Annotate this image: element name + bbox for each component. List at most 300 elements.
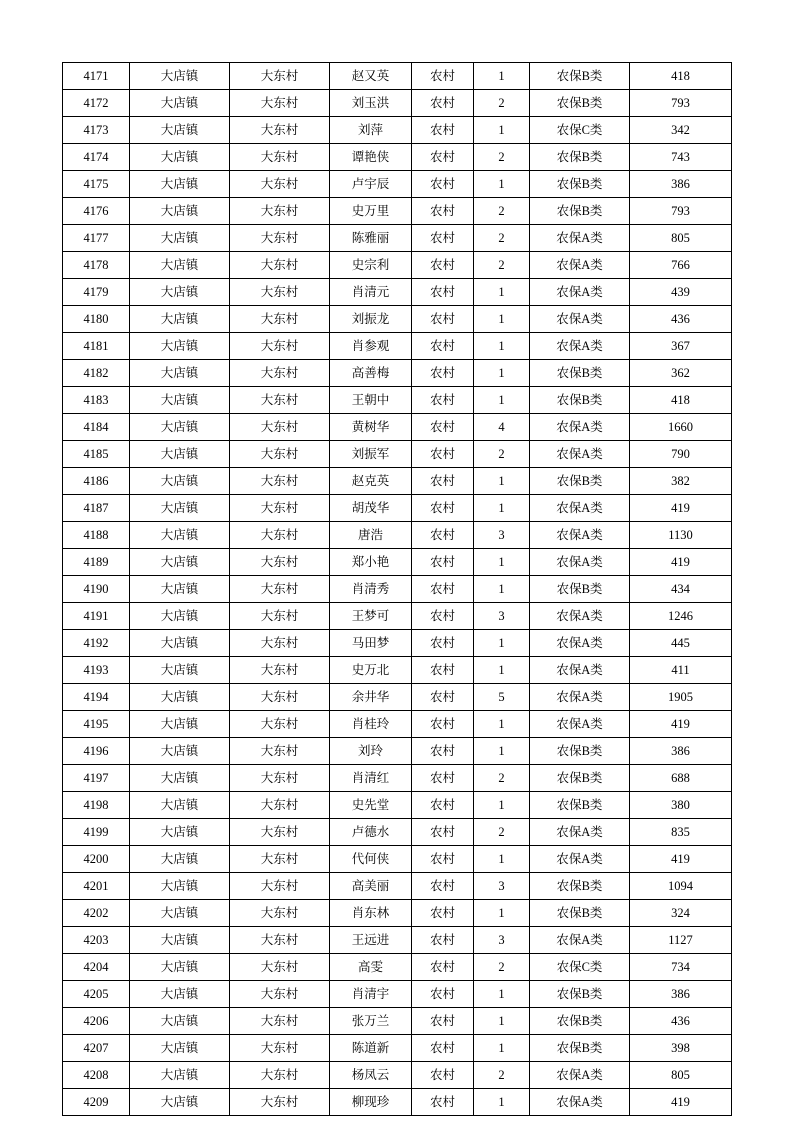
- cell-amount: 445: [630, 630, 732, 657]
- table-row: [63, 738, 732, 765]
- cell-name: 卢宇辰: [330, 171, 412, 198]
- cell-amount: 790: [630, 441, 732, 468]
- cell-id: 4184: [63, 414, 130, 441]
- cell-id: 4180: [63, 306, 130, 333]
- cell-name: 代何侠: [330, 846, 412, 873]
- cell-count: 1: [474, 1008, 530, 1035]
- cell-count: 2: [474, 954, 530, 981]
- cell-id: 4192: [63, 630, 130, 657]
- cell-village: 大东村: [230, 765, 330, 792]
- cell-town: 大店镇: [130, 468, 230, 495]
- table-row: [63, 468, 732, 495]
- cell-id: 4194: [63, 684, 130, 711]
- cell-category: 农保B类: [530, 981, 630, 1008]
- table-row: [63, 684, 732, 711]
- cell-count: 1: [474, 846, 530, 873]
- cell-id: 4207: [63, 1035, 130, 1062]
- cell-name: 黄树华: [330, 414, 412, 441]
- cell-town: 大店镇: [130, 144, 230, 171]
- table-row: [63, 90, 732, 117]
- cell-village: 大东村: [230, 144, 330, 171]
- table-row: [63, 657, 732, 684]
- cell-category: 农保A类: [530, 549, 630, 576]
- cell-name: 史先堂: [330, 792, 412, 819]
- cell-amount: 743: [630, 144, 732, 171]
- cell-name: 肖清宇: [330, 981, 412, 1008]
- cell-household-type: 农村: [412, 1008, 474, 1035]
- cell-id: 4179: [63, 279, 130, 306]
- cell-village: 大东村: [230, 846, 330, 873]
- cell-category: 农保B类: [530, 1008, 630, 1035]
- cell-category: 农保A类: [530, 1062, 630, 1089]
- cell-category: 农保B类: [530, 765, 630, 792]
- table-row: [63, 333, 732, 360]
- cell-town: 大店镇: [130, 171, 230, 198]
- cell-amount: 439: [630, 279, 732, 306]
- table-row: [63, 225, 732, 252]
- cell-amount: 734: [630, 954, 732, 981]
- cell-count: 1: [474, 63, 530, 90]
- table-row: [63, 873, 732, 900]
- cell-town: 大店镇: [130, 306, 230, 333]
- cell-category: 农保A类: [530, 630, 630, 657]
- cell-id: 4203: [63, 927, 130, 954]
- cell-name: 刘振龙: [330, 306, 412, 333]
- cell-household-type: 农村: [412, 522, 474, 549]
- cell-town: 大店镇: [130, 900, 230, 927]
- cell-town: 大店镇: [130, 549, 230, 576]
- cell-village: 大东村: [230, 711, 330, 738]
- cell-category: 农保B类: [530, 144, 630, 171]
- cell-household-type: 农村: [412, 117, 474, 144]
- cell-town: 大店镇: [130, 225, 230, 252]
- cell-category: 农保B类: [530, 468, 630, 495]
- table-row: [63, 495, 732, 522]
- cell-village: 大东村: [230, 90, 330, 117]
- cell-name: 杨凤云: [330, 1062, 412, 1089]
- cell-category: 农保B类: [530, 576, 630, 603]
- cell-village: 大东村: [230, 792, 330, 819]
- cell-town: 大店镇: [130, 603, 230, 630]
- table-row: [63, 1008, 732, 1035]
- cell-category: 农保B类: [530, 1035, 630, 1062]
- cell-name: 唐浩: [330, 522, 412, 549]
- cell-amount: 386: [630, 738, 732, 765]
- cell-amount: 419: [630, 549, 732, 576]
- table-row: [63, 819, 732, 846]
- cell-household-type: 农村: [412, 171, 474, 198]
- table-row: [63, 63, 732, 90]
- cell-village: 大东村: [230, 630, 330, 657]
- cell-household-type: 农村: [412, 981, 474, 1008]
- cell-household-type: 农村: [412, 765, 474, 792]
- cell-id: 4197: [63, 765, 130, 792]
- cell-village: 大东村: [230, 684, 330, 711]
- table-row: [63, 387, 732, 414]
- cell-count: 4: [474, 414, 530, 441]
- cell-household-type: 农村: [412, 468, 474, 495]
- cell-amount: 419: [630, 846, 732, 873]
- cell-category: 农保A类: [530, 522, 630, 549]
- cell-household-type: 农村: [412, 387, 474, 414]
- cell-id: 4195: [63, 711, 130, 738]
- cell-count: 1: [474, 279, 530, 306]
- cell-count: 2: [474, 90, 530, 117]
- cell-name: 王朝中: [330, 387, 412, 414]
- cell-town: 大店镇: [130, 63, 230, 90]
- cell-category: 农保B类: [530, 387, 630, 414]
- cell-town: 大店镇: [130, 252, 230, 279]
- table-row: [63, 711, 732, 738]
- cell-town: 大店镇: [130, 657, 230, 684]
- cell-amount: 324: [630, 900, 732, 927]
- cell-count: 1: [474, 1035, 530, 1062]
- cell-category: 农保A类: [530, 306, 630, 333]
- cell-amount: 434: [630, 576, 732, 603]
- cell-village: 大东村: [230, 576, 330, 603]
- cell-amount: 362: [630, 360, 732, 387]
- cell-amount: 1246: [630, 603, 732, 630]
- cell-name: 史万北: [330, 657, 412, 684]
- cell-household-type: 农村: [412, 225, 474, 252]
- cell-count: 1: [474, 1089, 530, 1116]
- cell-id: 4172: [63, 90, 130, 117]
- table-row: [63, 360, 732, 387]
- cell-id: 4201: [63, 873, 130, 900]
- cell-town: 大店镇: [130, 711, 230, 738]
- cell-household-type: 农村: [412, 738, 474, 765]
- cell-village: 大东村: [230, 63, 330, 90]
- cell-amount: 380: [630, 792, 732, 819]
- table-row: [63, 576, 732, 603]
- cell-amount: 688: [630, 765, 732, 792]
- cell-id: 4208: [63, 1062, 130, 1089]
- cell-amount: 793: [630, 90, 732, 117]
- table-row: [63, 1062, 732, 1089]
- cell-count: 2: [474, 441, 530, 468]
- table-row: [63, 441, 732, 468]
- cell-name: 赵克英: [330, 468, 412, 495]
- cell-count: 1: [474, 576, 530, 603]
- cell-id: 4209: [63, 1089, 130, 1116]
- cell-town: 大店镇: [130, 522, 230, 549]
- cell-amount: 1660: [630, 414, 732, 441]
- cell-town: 大店镇: [130, 1089, 230, 1116]
- table-row: [63, 117, 732, 144]
- cell-household-type: 农村: [412, 630, 474, 657]
- cell-name: 高美丽: [330, 873, 412, 900]
- cell-town: 大店镇: [130, 387, 230, 414]
- cell-name: 谭艳侠: [330, 144, 412, 171]
- cell-household-type: 农村: [412, 576, 474, 603]
- cell-id: 4196: [63, 738, 130, 765]
- cell-category: 农保A类: [530, 684, 630, 711]
- cell-id: 4182: [63, 360, 130, 387]
- cell-amount: 419: [630, 495, 732, 522]
- cell-count: 1: [474, 117, 530, 144]
- cell-village: 大东村: [230, 900, 330, 927]
- cell-village: 大东村: [230, 954, 330, 981]
- cell-household-type: 农村: [412, 333, 474, 360]
- cell-household-type: 农村: [412, 927, 474, 954]
- cell-household-type: 农村: [412, 279, 474, 306]
- cell-count: 1: [474, 792, 530, 819]
- cell-household-type: 农村: [412, 144, 474, 171]
- cell-town: 大店镇: [130, 1008, 230, 1035]
- table-row: [63, 765, 732, 792]
- cell-village: 大东村: [230, 252, 330, 279]
- cell-amount: 805: [630, 225, 732, 252]
- cell-count: 1: [474, 630, 530, 657]
- cell-amount: 436: [630, 1008, 732, 1035]
- cell-category: 农保B类: [530, 360, 630, 387]
- cell-id: 4183: [63, 387, 130, 414]
- cell-category: 农保A类: [530, 414, 630, 441]
- cell-count: 1: [474, 387, 530, 414]
- table-row: [63, 954, 732, 981]
- cell-village: 大东村: [230, 414, 330, 441]
- cell-count: 1: [474, 900, 530, 927]
- cell-count: 2: [474, 225, 530, 252]
- cell-category: 农保A类: [530, 819, 630, 846]
- cell-amount: 419: [630, 711, 732, 738]
- cell-name: 马田梦: [330, 630, 412, 657]
- cell-town: 大店镇: [130, 1035, 230, 1062]
- cell-id: 4204: [63, 954, 130, 981]
- cell-count: 1: [474, 738, 530, 765]
- table-row: [63, 1089, 732, 1116]
- cell-household-type: 农村: [412, 1089, 474, 1116]
- cell-village: 大东村: [230, 360, 330, 387]
- cell-town: 大店镇: [130, 414, 230, 441]
- table-row: [63, 981, 732, 1008]
- cell-id: 4174: [63, 144, 130, 171]
- cell-household-type: 农村: [412, 684, 474, 711]
- cell-town: 大店镇: [130, 684, 230, 711]
- cell-village: 大东村: [230, 387, 330, 414]
- cell-village: 大东村: [230, 1035, 330, 1062]
- table-row: [63, 306, 732, 333]
- cell-name: 刘萍: [330, 117, 412, 144]
- cell-category: 农保B类: [530, 792, 630, 819]
- cell-amount: 1094: [630, 873, 732, 900]
- cell-village: 大东村: [230, 1008, 330, 1035]
- cell-village: 大东村: [230, 171, 330, 198]
- cell-town: 大店镇: [130, 927, 230, 954]
- cell-town: 大店镇: [130, 954, 230, 981]
- table-row: [63, 900, 732, 927]
- cell-name: 高雯: [330, 954, 412, 981]
- cell-id: 4185: [63, 441, 130, 468]
- cell-name: 赵又英: [330, 63, 412, 90]
- cell-name: 肖东林: [330, 900, 412, 927]
- cell-amount: 766: [630, 252, 732, 279]
- cell-village: 大东村: [230, 1089, 330, 1116]
- cell-town: 大店镇: [130, 333, 230, 360]
- cell-village: 大东村: [230, 441, 330, 468]
- cell-household-type: 农村: [412, 711, 474, 738]
- cell-town: 大店镇: [130, 765, 230, 792]
- cell-village: 大东村: [230, 603, 330, 630]
- table-row: [63, 252, 732, 279]
- cell-category: 农保A类: [530, 1089, 630, 1116]
- cell-town: 大店镇: [130, 981, 230, 1008]
- cell-village: 大东村: [230, 306, 330, 333]
- cell-count: 2: [474, 819, 530, 846]
- cell-town: 大店镇: [130, 819, 230, 846]
- cell-id: 4176: [63, 198, 130, 225]
- cell-count: 3: [474, 603, 530, 630]
- cell-name: 肖参观: [330, 333, 412, 360]
- cell-name: 刘玉洪: [330, 90, 412, 117]
- cell-amount: 1905: [630, 684, 732, 711]
- cell-name: 刘玲: [330, 738, 412, 765]
- cell-id: 4206: [63, 1008, 130, 1035]
- cell-count: 1: [474, 171, 530, 198]
- cell-id: 4202: [63, 900, 130, 927]
- cell-household-type: 农村: [412, 1035, 474, 1062]
- cell-name: 刘振军: [330, 441, 412, 468]
- cell-name: 郑小艳: [330, 549, 412, 576]
- table-row: [63, 549, 732, 576]
- cell-name: 肖清红: [330, 765, 412, 792]
- cell-household-type: 农村: [412, 900, 474, 927]
- cell-category: 农保C类: [530, 954, 630, 981]
- table-body: [63, 63, 732, 1116]
- cell-category: 农保B类: [530, 738, 630, 765]
- cell-amount: 342: [630, 117, 732, 144]
- cell-category: 农保A类: [530, 252, 630, 279]
- table-row: [63, 522, 732, 549]
- cell-name: 肖清元: [330, 279, 412, 306]
- cell-name: 张万兰: [330, 1008, 412, 1035]
- cell-household-type: 农村: [412, 846, 474, 873]
- cell-name: 王远进: [330, 927, 412, 954]
- cell-count: 1: [474, 711, 530, 738]
- cell-count: 3: [474, 873, 530, 900]
- cell-category: 农保B类: [530, 171, 630, 198]
- cell-town: 大店镇: [130, 738, 230, 765]
- cell-town: 大店镇: [130, 576, 230, 603]
- cell-count: 2: [474, 765, 530, 792]
- cell-category: 农保B类: [530, 63, 630, 90]
- cell-category: 农保A类: [530, 711, 630, 738]
- cell-category: 农保A类: [530, 495, 630, 522]
- cell-category: 农保C类: [530, 117, 630, 144]
- table-row: [63, 1035, 732, 1062]
- cell-village: 大东村: [230, 495, 330, 522]
- table-row: [63, 171, 732, 198]
- cell-town: 大店镇: [130, 279, 230, 306]
- cell-amount: 793: [630, 198, 732, 225]
- subsidy-table: [62, 62, 732, 1116]
- cell-village: 大东村: [230, 279, 330, 306]
- cell-name: 柳现珍: [330, 1089, 412, 1116]
- cell-count: 2: [474, 198, 530, 225]
- cell-id: 4171: [63, 63, 130, 90]
- cell-amount: 805: [630, 1062, 732, 1089]
- cell-town: 大店镇: [130, 117, 230, 144]
- cell-count: 1: [474, 657, 530, 684]
- cell-amount: 418: [630, 387, 732, 414]
- cell-name: 胡茂华: [330, 495, 412, 522]
- cell-count: 2: [474, 252, 530, 279]
- cell-household-type: 农村: [412, 792, 474, 819]
- cell-id: 4188: [63, 522, 130, 549]
- cell-household-type: 农村: [412, 1062, 474, 1089]
- cell-town: 大店镇: [130, 360, 230, 387]
- cell-count: 5: [474, 684, 530, 711]
- cell-household-type: 农村: [412, 603, 474, 630]
- cell-town: 大店镇: [130, 90, 230, 117]
- cell-village: 大东村: [230, 549, 330, 576]
- cell-household-type: 农村: [412, 90, 474, 117]
- cell-category: 农保A类: [530, 279, 630, 306]
- cell-name: 高善梅: [330, 360, 412, 387]
- cell-category: 农保A类: [530, 333, 630, 360]
- cell-town: 大店镇: [130, 1062, 230, 1089]
- cell-amount: 1130: [630, 522, 732, 549]
- cell-name: 肖清秀: [330, 576, 412, 603]
- cell-name: 史宗利: [330, 252, 412, 279]
- cell-name: 陈道新: [330, 1035, 412, 1062]
- cell-village: 大东村: [230, 819, 330, 846]
- table-row: [63, 279, 732, 306]
- cell-id: 4198: [63, 792, 130, 819]
- cell-name: 余井华: [330, 684, 412, 711]
- table-row: [63, 792, 732, 819]
- table-row: [63, 603, 732, 630]
- cell-count: 2: [474, 1062, 530, 1089]
- cell-id: 4190: [63, 576, 130, 603]
- cell-amount: 419: [630, 1089, 732, 1116]
- cell-id: 4191: [63, 603, 130, 630]
- cell-household-type: 农村: [412, 954, 474, 981]
- cell-village: 大东村: [230, 522, 330, 549]
- cell-name: 史万里: [330, 198, 412, 225]
- cell-name: 肖桂玲: [330, 711, 412, 738]
- cell-household-type: 农村: [412, 441, 474, 468]
- cell-household-type: 农村: [412, 198, 474, 225]
- cell-name: 王梦可: [330, 603, 412, 630]
- cell-household-type: 农村: [412, 657, 474, 684]
- cell-category: 农保B类: [530, 900, 630, 927]
- cell-village: 大东村: [230, 981, 330, 1008]
- table-row: [63, 846, 732, 873]
- cell-household-type: 农村: [412, 549, 474, 576]
- cell-id: 4193: [63, 657, 130, 684]
- cell-village: 大东村: [230, 738, 330, 765]
- cell-amount: 386: [630, 171, 732, 198]
- cell-amount: 398: [630, 1035, 732, 1062]
- cell-household-type: 农村: [412, 360, 474, 387]
- cell-id: 4175: [63, 171, 130, 198]
- cell-town: 大店镇: [130, 441, 230, 468]
- cell-amount: 1127: [630, 927, 732, 954]
- cell-id: 4200: [63, 846, 130, 873]
- cell-id: 4181: [63, 333, 130, 360]
- cell-category: 农保B类: [530, 873, 630, 900]
- table-row: [63, 144, 732, 171]
- cell-amount: 835: [630, 819, 732, 846]
- table-row: [63, 414, 732, 441]
- cell-town: 大店镇: [130, 846, 230, 873]
- cell-amount: 386: [630, 981, 732, 1008]
- cell-household-type: 农村: [412, 873, 474, 900]
- cell-count: 3: [474, 522, 530, 549]
- cell-town: 大店镇: [130, 792, 230, 819]
- cell-amount: 418: [630, 63, 732, 90]
